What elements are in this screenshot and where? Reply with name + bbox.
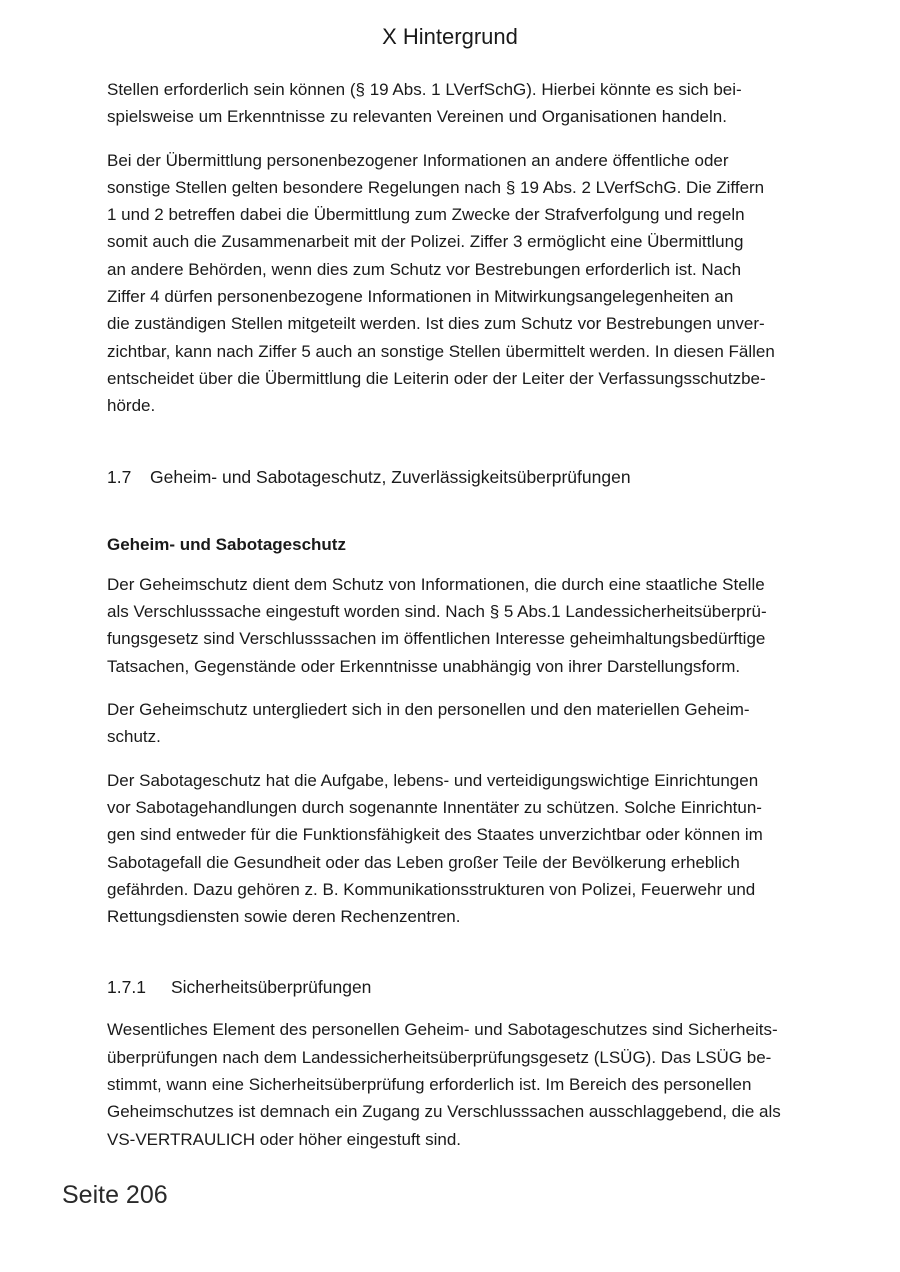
paragraph: Wesentliches Element des personellen Geheim- und Sabotageschutzes sind Sicherheits- überprüfungen nach dem Landessicherheitsüberprüfungsgesetz (LSÜG). Das LSÜG be- stimmt, wann eine Sicherheitsüberprüfung erforderlich ist. Im Bereich des personellen Geheimschutzes ist demnach ein Zugang zu Verschlusssachen ausschlaggebend, die als VS-VERTRAULICH oder höher eingestuft sind. bbox=[107, 1020, 781, 1149]
section-heading-1-7-1 bbox=[107, 974, 835, 1001]
section-number: 1.7 bbox=[107, 466, 132, 487]
subheading-geheim-und-sabotageschutz: Geheim- und Sabotageschutz bbox=[107, 534, 346, 554]
paragraph: Der Geheimschutz untergliedert sich in den personellen und den materiellen Geheim- schutz. bbox=[107, 700, 750, 747]
section-heading-1-7 bbox=[107, 464, 835, 491]
paragraph: Der Geheimschutz dient dem Schutz von Informationen, die durch eine staatliche Stelle als Verschlusssache eingestuft worden sind. Nach § 5 Abs.1 Landessicherheitsüberprü- fungsgesetz sind Verschlusssachen im öffentlichen Interesse geheimhaltungsbedürftige Tatsachen, Gegenstände oder Erkenntnisse unabhängig von ihrer Darstellungsform. bbox=[107, 574, 767, 676]
document-body bbox=[107, 76, 835, 1153]
section-title: Sicherheitsüberprüfungen bbox=[171, 977, 372, 998]
page-header-title: X Hintergrund bbox=[382, 24, 518, 49]
section-title: Geheim- und Sabotageschutz, Zuverlässigkeitsüberprüfungen bbox=[150, 466, 631, 487]
page-number: Seite 206 bbox=[62, 1181, 168, 1209]
section-number: 1.7.1 bbox=[107, 977, 146, 998]
paragraph: Der Sabotageschutz hat die Aufgabe, lebens- und verteidigungswichtige Einrichtungen vor Sabotagehandlungen durch sogenannte Innentäter zu schützen. Solche Einrichtun- gen sind entweder für die Funktionsfähigkeit des Staates unverzichtbar oder können im Sabotagefall die Gesundheit oder das Leben großer Teile der Bevölkerung erheblich gefährden. Dazu gehören z. B. Kommunikationsstrukturen von Polizei, Feuerwehr und Rettungsdiensten sowie deren Rechenzentren. bbox=[107, 770, 763, 927]
paragraph: Bei der Übermittlung personenbezogener Informationen an andere öffentliche oder sonstige Stellen gelten besondere Regelungen nach § 19 Abs. 2 LVerfSchG. Die Ziffern 1 und 2 betreffen dabei die Übermittlung zum Zwecke der Strafverfolgung und regeln somit auch die Zusammenarbeit mit der Polizei. Ziffer 3 ermöglicht eine Übermittlung an andere Behörden, wenn dies zum Schutz vor Bestrebungen erforderlich ist. Nach Ziffer 4 dürfen personenbezogene Informationen in Mitwirkungsangelegenheiten an die zuständigen Stellen mitgeteilt werden. Ist dies zum Schutz vor Bestrebungen unver- zichtbar, kann nach Ziffer 5 auch an sonstige Stellen übermittelt werden. In diesen Fällen entscheidet über die Übermittlung die Leiterin oder der Leiter der Verfassungsschutzbe- hörde. bbox=[107, 150, 775, 416]
paragraph: Stellen erforderlich sein können (§ 19 Abs. 1 LVerfSchG). Hierbei könnte es sich bei- spielsweise um Erkenntnisse zu relevanten Vereinen und Organisationen handeln. bbox=[107, 80, 742, 127]
